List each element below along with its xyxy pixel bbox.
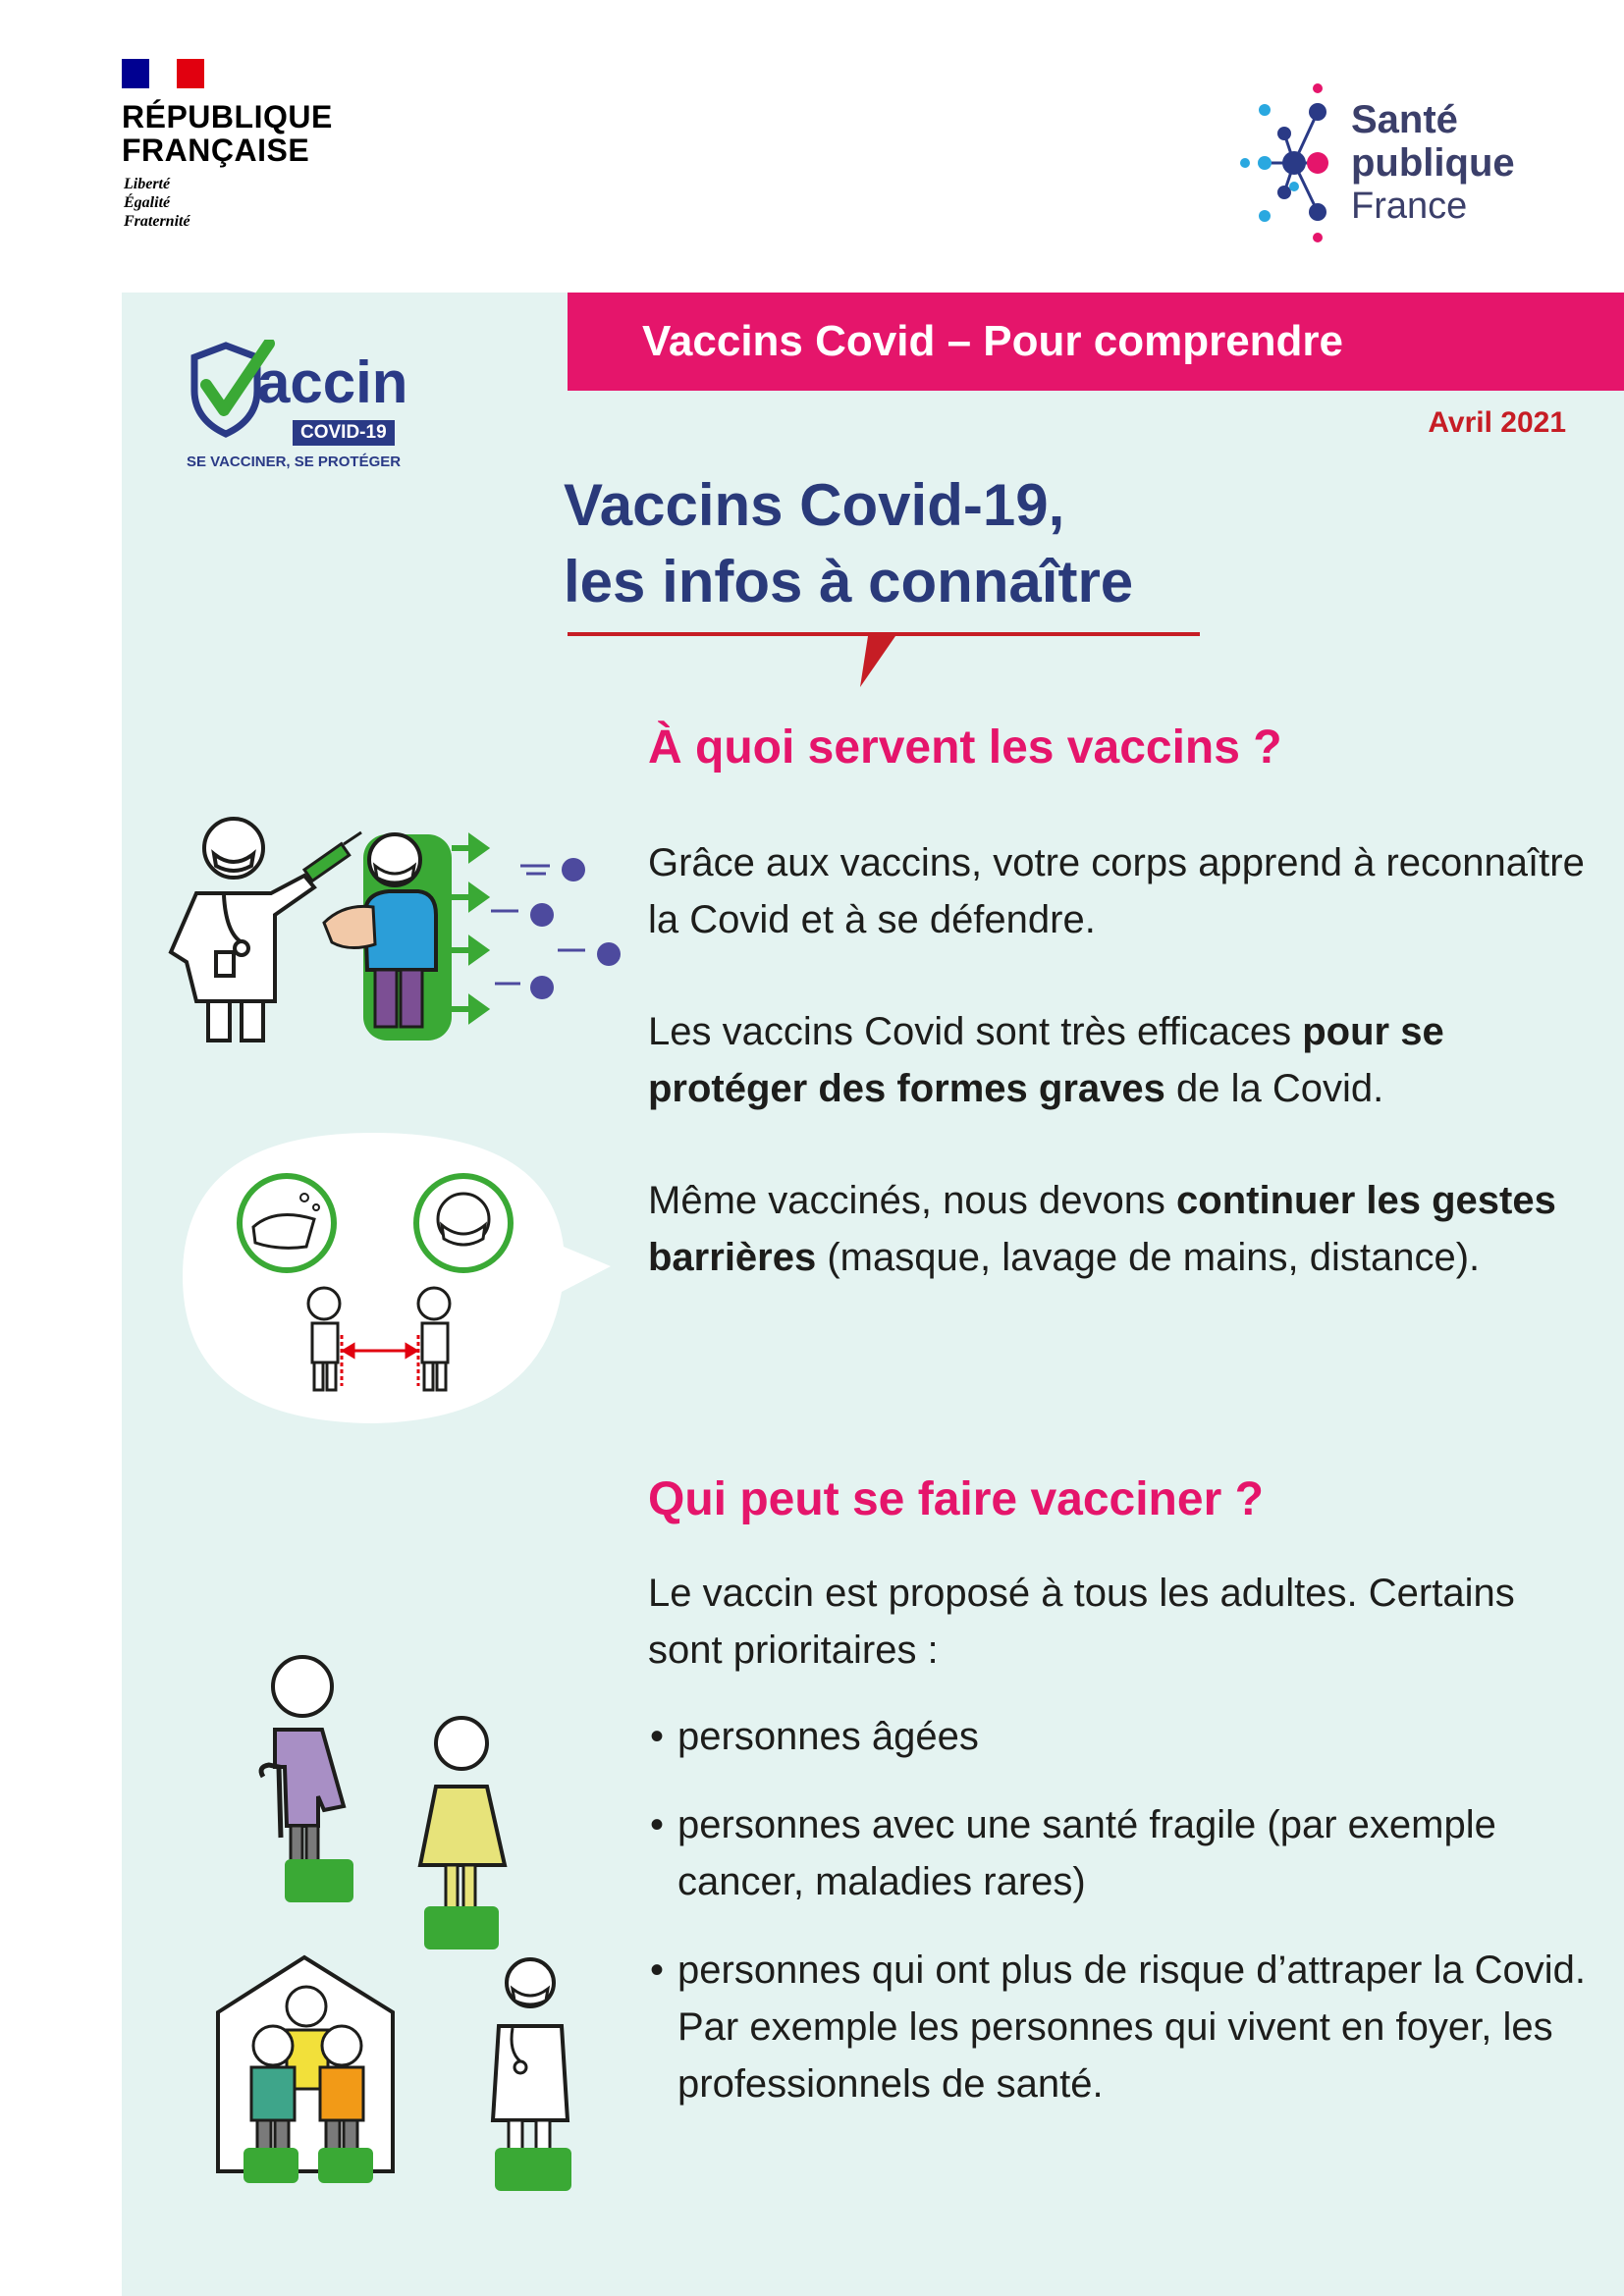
priority-list	[648, 1708, 1591, 2144]
handwash-icon	[240, 1176, 334, 1270]
paragraph-efficacy: Les vaccins Covid sont très efficaces pour se protéger des formes graves de la Covid.	[648, 1010, 1444, 1110]
page-title: Vaccins Covid-19, les infos à connaître	[564, 472, 1134, 614]
elderly-man-icon	[261, 1657, 353, 1902]
barrier-gestures-illustration	[177, 1129, 628, 1433]
paragraph-body-learns: Grâce aux vaccins, votre corps apprend à reconnaître la Covid et à se défendre.	[648, 841, 1585, 941]
group-home-icon	[218, 1957, 393, 2183]
section-heading-why: À quoi servent les vaccins ?	[648, 721, 1282, 774]
paragraph-intro-adults: Le vaccin est proposé à tous les adultes. Certains sont prioritaires :	[648, 1572, 1515, 1672]
speech-underline-icon	[566, 618, 1202, 697]
spf-network-icon	[1235, 82, 1351, 249]
doctor-icon	[171, 819, 314, 1041]
publication-date: Avril 2021	[1428, 406, 1566, 439]
paragraph-barrier-gestures: Même vaccinés, nous devons continuer les gestes barrières (masque, lavage de mains, distance).	[648, 1179, 1556, 1279]
syringe-icon	[304, 832, 361, 881]
vaccin-word: accin	[257, 349, 408, 415]
priority-people-illustration	[196, 1649, 609, 2209]
french-flag-icon	[122, 59, 204, 88]
health-worker-icon	[493, 1959, 571, 2191]
vaccin-tagline: SE VACCINER, SE PROTÉGER	[187, 454, 402, 470]
arrows-icon	[452, 838, 485, 1019]
list-item: • personnes qui ont plus de risque d’attraper la Covid. Par exemple les personnes qui vivent en foyer, les professionnels de santé.	[648, 1942, 1591, 2112]
vaccin-covid-logo	[187, 340, 422, 477]
republique-name: RÉPUBLIQUE FRANÇAISE	[122, 99, 333, 168]
list-item: • personnes avec une santé fragile (par exemple cancer, maladies rares)	[648, 1796, 1591, 1910]
mask-icon	[416, 1176, 511, 1270]
vaccination-illustration	[157, 805, 638, 1050]
elderly-woman-icon	[420, 1718, 505, 1949]
covid19-badge: COVID-19	[293, 420, 395, 446]
virus-icon	[530, 858, 621, 999]
header-banner: Vaccins Covid – Pour comprendre	[568, 293, 1624, 391]
republique-motto: Liberté Égalité Fraternité	[124, 176, 190, 230]
sante-publique-france-logo	[1235, 82, 1530, 249]
list-item: • personnes âgées	[648, 1708, 1591, 1765]
republique-francaise-logo	[122, 59, 357, 245]
spf-wordmark: Santé publique France	[1351, 98, 1515, 227]
patient-icon	[324, 834, 452, 1041]
section-heading-who: Qui peut se faire vacciner ?	[648, 1473, 1264, 1525]
